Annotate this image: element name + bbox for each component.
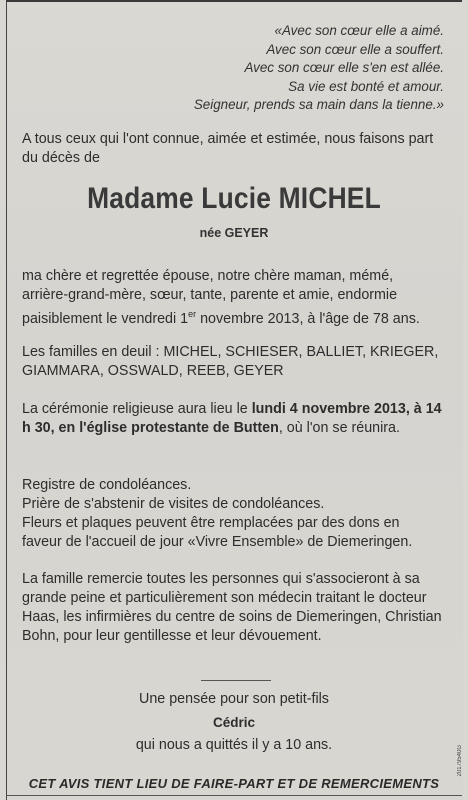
family-text: ma chère et regrettée épouse, notre chère maman, mémé, arrière-grand-mère, sœur, tante, parente et amie, endormie paisiblement le vendredi 1 xyxy=(22,268,398,327)
ceremony-intro: La cérémonie religieuse aura lieu le xyxy=(22,401,252,417)
poem-line: Avec son cœur elle a souffert. xyxy=(266,41,444,57)
notes-paragraph xyxy=(22,476,442,552)
pensee-line: qui nous a quittés il y a 10 ans. xyxy=(135,737,333,753)
separator-line xyxy=(201,680,271,681)
ordinal-suffix: er xyxy=(188,309,197,319)
bottom-border xyxy=(6,795,462,796)
note-line: Prière de s'abstenir de visites de condoléances. xyxy=(22,496,325,512)
note-line: Fleurs et plaques peuvent être remplacées par des dons en faveur de l'accueil de jour «Vivre Ensemble» de Diemeringen. xyxy=(22,515,413,550)
pensee-name: Cédric xyxy=(212,715,256,730)
ceremony-paragraph xyxy=(22,400,442,438)
mourners-paragraph: Les familles en deuil : MICHEL, SCHIESER, BALLIET, KRIEGER, GIAMMARA, OSSWALD, REEB, GEYER xyxy=(22,344,439,379)
epigraph-poem xyxy=(114,22,444,115)
family-paragraph xyxy=(22,267,442,329)
ceremony-details: lundi 4 novembre 2013, à 14 h 30, en l'église protestante de Butten xyxy=(22,401,442,436)
thanks-paragraph: La famille remercie toutes les personnes qui s'associeront à sa grande peine et particulièrement son médecin traitant le docteur Haas, les infirmières du centre de soins de Diemeringen, Christian Bohn, pour leur gentillesse et leur dévouement. xyxy=(22,571,442,644)
poem-line: «Avec son cœur elle a aimé. xyxy=(274,23,444,38)
intro-text: A tous ceux qui l'ont connue, aimée et estimée, nous faisons part du décès de xyxy=(22,131,434,166)
reference-code: 20179540G xyxy=(457,745,463,777)
poem-line: Avec son cœur elle s'en est allée. xyxy=(244,60,444,75)
poem-line: Seigneur, prends sa main dans la tienne.» xyxy=(193,97,444,112)
maiden-name: née GEYER xyxy=(199,226,269,240)
pensee-line: Une pensée pour son petit-fils xyxy=(139,691,329,707)
top-border xyxy=(6,0,462,2)
footer-notice: CET AVIS TIENT LIEU DE FAIRE-PART ET DE REMERCIEMENTS xyxy=(28,776,440,791)
ceremony-end: , où l'on se réunira. xyxy=(278,420,400,436)
poem-line: Sa vie est bonté et amour. xyxy=(288,78,444,94)
note-line: Registre de condoléances. xyxy=(22,477,192,493)
deceased-name: Madame Lucie MICHEL xyxy=(87,182,381,215)
family-text-end: novembre 2013, à l'âge de 78 ans. xyxy=(196,310,420,327)
